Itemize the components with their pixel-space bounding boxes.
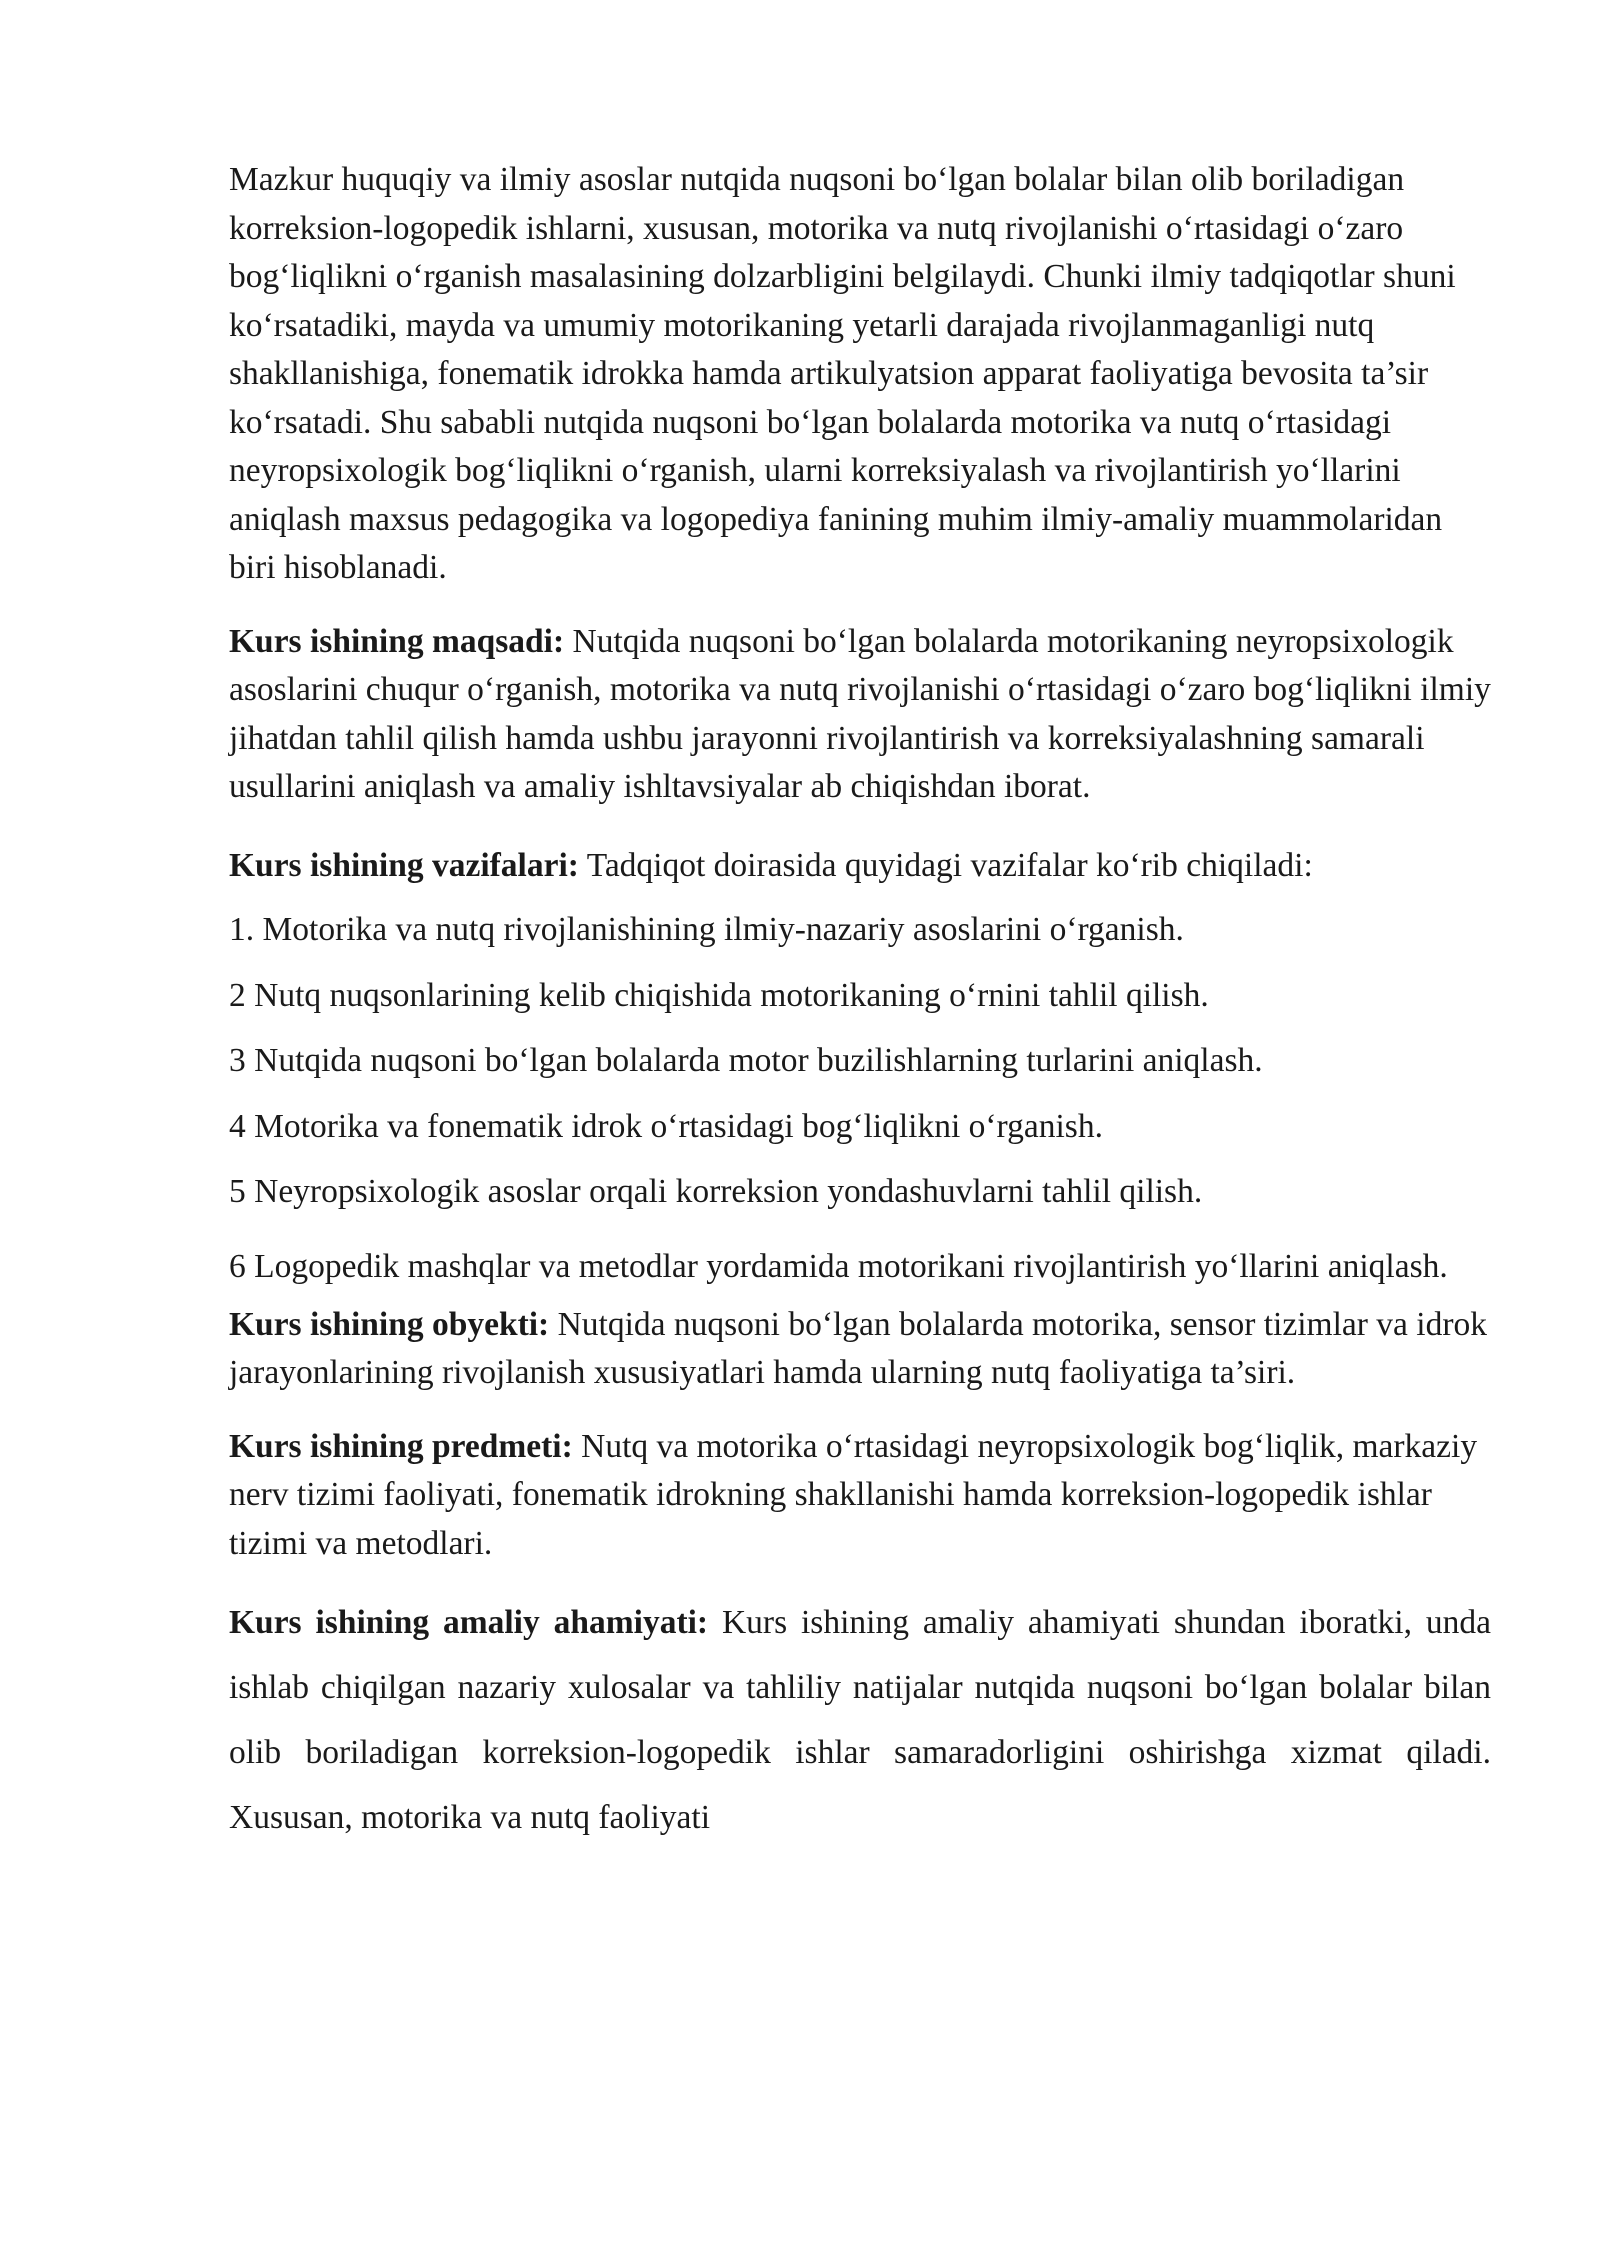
tasks-label: Kurs ishining vazifalari: — [229, 846, 579, 884]
document-page — [229, 156, 1491, 1850]
subject-paragraph — [229, 1423, 1491, 1569]
object-paragraph — [229, 1301, 1491, 1398]
goal-paragraph — [229, 618, 1491, 812]
task-item-2: 2 Nutq nuqsonlarining kelib chiqishida motorikaning o‘rnini tahlil qilish. — [229, 976, 1209, 1014]
tasks-text: Tadqiqot doirasida quyidagi vazifalar ko‘rib chiqiladi: — [578, 846, 1313, 884]
task-item-4: 4 Motorika va fonematik idrok o‘rtasidagi bog‘liqlikni o‘rganish. — [229, 1107, 1103, 1145]
significance-text: Kurs ishining amaliy ahamiyati shundan iboratki, unda ishlab chiqilgan nazariy xulosalar va tahliliy natijalar nutqida nuqsoni bo‘lgan bolalar bilan olib boriladigan korreksion-logopedik ishlar samaradorligini oshirishga xizmat qiladi. Xususan, motorika va nutq faoliyati — [229, 1604, 1491, 1836]
tasks-paragraph — [229, 842, 1491, 891]
task-item-5: 5 Neyropsixologik asoslar orqali korreksion yondashuvlarni tahlil qilish. — [229, 1173, 1203, 1210]
significance-paragraph — [229, 1590, 1491, 1850]
subject-label: Kurs ishining predmeti: — [229, 1427, 573, 1465]
object-text: Nutqida nuqsoni bo‘lgan bolalarda motorika, sensor tizimlar va idrok jarayonlarining rivojlanish xususiyatlari hamda ularning nutq faoliyatiga ta’siri. — [229, 1305, 1487, 1391]
task-item-3: 3 Nutqida nuqsoni bo‘lgan bolalarda motor buzilishlarning turlarini aniqlash. — [229, 1042, 1263, 1079]
intro-paragraph: Mazkur huquqiy va ilmiy asoslar nutqida nuqsoni bo‘lgan bolalar bilan olib boriladigan korreksion-logopedik ishlarni, xususan, motorika va nutq rivojlanishi o‘rtasidagi o‘zaro bog‘liqlikni o‘rganish masalasining dolzarbligini belgilaydi. Chunki ilmiy tadqiqotlar shuni ko‘rsatadiki, mayda va umumiy motorikaning yetarli darajada rivojlanmaganligi nutq shakllanishiga, fonematik idrokka hamda artikulyatsion apparat faoliyatiga bevosita ta’sir ko‘rsatadi. Shu sababli nutqida nuqsoni bo‘lgan bolalarda motorika va nutq o‘rtasidagi neyropsixologik bog‘liqlikni o‘rganish, ularni korreksiyalash va rivojlantirish yo‘llarini aniqlash maxsus pedagogika va logopediya fanining muhim ilmiy-amaliy muammolaridan biri hisoblanadi. — [229, 161, 1456, 586]
significance-label: Kurs ishining amaliy ahamiyati: — [229, 1604, 709, 1641]
goal-label: Kurs ishining maqsadi: — [229, 622, 565, 660]
goal-text: Nutqida nuqsoni bo‘lgan bolalarda motorikaning neyropsixologik asoslarini chuqur o‘rganish, motorika va nutq rivojlanishi o‘rtasidagi o‘zaro bog‘liqlikni ilmiy jihatdan tahlil qilish hamda ushbu jarayonni rivojlantirish va korreksiyalashning samarali usullarini aniqlash va amaliy ishltavsiyalar ab chiqishdan iborat. — [229, 622, 1491, 805]
task-item-6: 6 Logopedik mashqlar va metodlar yordamida motorikani rivojlantirish yo‘llarini aniqlash. — [229, 1247, 1448, 1285]
object-label: Kurs ishining obyekti: — [229, 1305, 550, 1343]
task-item-1: 1. Motorika va nutq rivojlanishining ilmiy-nazariy asoslarini o‘rganish. — [229, 911, 1184, 948]
subject-text: Nutq va motorika o‘rtasidagi neyropsixologik bog‘liqlik, markaziy nerv tizimi faoliyati, fonematik idrokning shakllanishi hamda korreksion-logopedik ishlar tizimi va metodlari. — [229, 1427, 1478, 1562]
